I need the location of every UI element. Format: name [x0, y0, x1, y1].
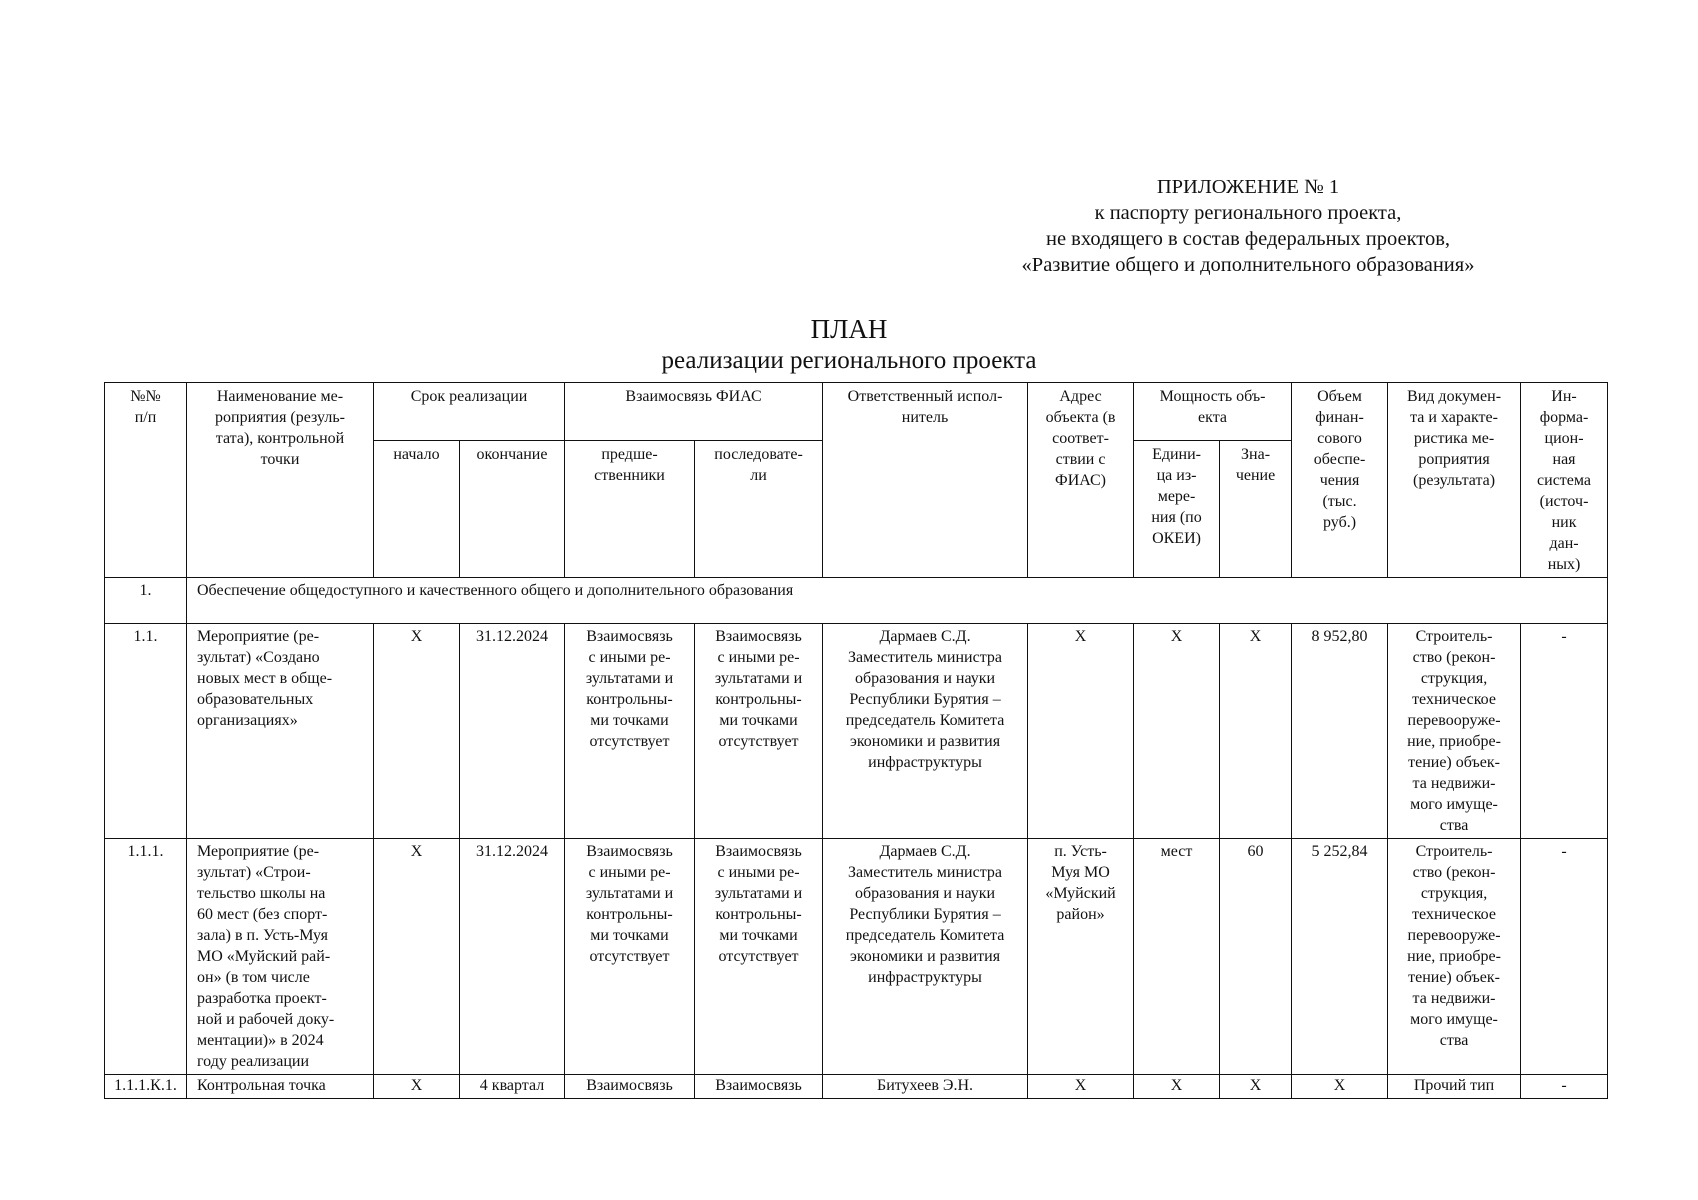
header-line: (источ-: [1539, 493, 1589, 510]
cell-line: ми точками: [719, 712, 798, 729]
header-successors: [695, 440, 823, 577]
header-doc-type: [1388, 383, 1521, 578]
cell-end: 31.12.2024: [460, 839, 565, 1075]
cell-line: Прочий тип: [1413, 1077, 1495, 1094]
cell-line: мест: [1160, 843, 1193, 860]
cell-line: председатель Комитета: [845, 712, 1005, 729]
cell-line: ной и рабочей доку-: [197, 1011, 335, 1028]
cell-line: ментации)» в 2024: [197, 1032, 324, 1049]
header-line: цион-: [1544, 430, 1584, 447]
cell-line: ние, приобре-: [1407, 733, 1501, 750]
cell-line: Мероприятие (ре-: [197, 628, 320, 645]
cell-line: Взаимосвязь: [715, 843, 802, 860]
cell-line: Заместитель министра: [848, 864, 1003, 881]
header-num: [105, 383, 187, 578]
cell-line: ми точками: [590, 712, 669, 729]
header-line: ристика ме-: [1413, 430, 1495, 447]
cell-line: X: [1074, 1077, 1087, 1094]
header-period-start: начало: [374, 440, 460, 577]
cell-line: струкция,: [1420, 885, 1488, 902]
cell-line: ние, приобре-: [1407, 948, 1501, 965]
cell-line: Взаимосвязь: [715, 1077, 802, 1094]
cell-line: 60 мест (без спорт-: [197, 906, 328, 923]
cell-info-system: -: [1521, 624, 1608, 839]
cell-line: с иными ре-: [717, 864, 800, 881]
cell-predecessors: [565, 624, 695, 839]
cell-address: [1028, 624, 1134, 839]
header-line: ствии с: [1055, 451, 1106, 468]
title-sub: реализации регионального проекта: [661, 347, 1037, 374]
cell-line: ми точками: [719, 927, 798, 944]
cell-info-system: -: [1521, 839, 1608, 1075]
header-line: Адрес: [1059, 388, 1102, 405]
header-line: ная: [1552, 451, 1576, 468]
cell-info-system: -: [1521, 1075, 1608, 1099]
cell-line: зультатами и: [585, 670, 674, 687]
cell-start: X: [374, 624, 460, 839]
cell-line: ства: [1439, 1032, 1469, 1049]
cell-value: X: [1220, 1075, 1292, 1099]
cell-line: отсутствует: [718, 948, 799, 965]
header-line: последовате-: [714, 445, 803, 463]
cell-line: контрольны-: [586, 906, 673, 923]
cell-line: с иными ре-: [588, 864, 671, 881]
header-value: [1220, 440, 1292, 577]
cell-line: Взаимосвязь: [715, 628, 802, 645]
header-line: обеспе-: [1313, 451, 1366, 468]
cell-line: он» (в том числе: [197, 969, 310, 986]
cell-responsible: [823, 839, 1028, 1075]
header-line: финан-: [1315, 409, 1364, 426]
cell-line: техническое: [1412, 691, 1496, 708]
cell-line: инфраструктуры: [868, 754, 982, 771]
cell-address: [1028, 839, 1134, 1075]
header-line: объекта (в: [1045, 409, 1116, 426]
header-line: ственники: [594, 466, 665, 484]
cell-line: тельство школы на: [197, 885, 326, 902]
header-address: [1028, 383, 1134, 578]
cell-num: 1.1.: [105, 624, 187, 839]
cell-start: X: [374, 1075, 460, 1099]
appendix-line: «Развитие общего и дополнительного образования»: [1021, 254, 1475, 276]
section-title: Обеспечение общедоступного и качественного общего и дополнительного образования: [187, 578, 1608, 624]
cell-line: струкция,: [1420, 670, 1488, 687]
header-predecessors: [565, 440, 695, 577]
cell-line: зультат) «Создано: [197, 649, 320, 666]
cell-line: организациях»: [197, 712, 298, 729]
header-line: п/п: [134, 409, 157, 426]
cell-line: тение) объек-: [1408, 754, 1500, 771]
document-title: [0, 312, 1698, 376]
cell-line: образования и науки: [854, 670, 996, 687]
cell-num: 1.1.1.К.1.: [105, 1075, 187, 1099]
cell-line: мого имуще-: [1410, 796, 1498, 813]
header-line: та и характе-: [1410, 409, 1498, 426]
cell-line: Мероприятие (ре-: [197, 843, 320, 860]
cell-line: с иными ре-: [588, 649, 671, 666]
header-fias-link: Взаимосвязь ФИАС: [565, 383, 823, 441]
cell-finance: 8 952,80: [1292, 624, 1388, 839]
cell-finance: X: [1292, 1075, 1388, 1099]
cell-line: X: [1074, 628, 1087, 645]
cell-line: ми точками: [590, 927, 669, 944]
cell-line: техническое: [1412, 906, 1496, 923]
header-line: чения: [1319, 472, 1360, 489]
header-line: система: [1537, 472, 1592, 489]
cell-line: X: [1170, 628, 1183, 645]
header-line: (тыс.: [1322, 493, 1357, 510]
header-line: Ответственный испол-: [847, 388, 1003, 405]
cell-line: МО «Муйский рай-: [197, 948, 331, 965]
cell-line: зультат) «Строи-: [197, 864, 311, 881]
header-line: Вид докумен-: [1407, 388, 1502, 405]
cell-line: Муя МО: [1051, 864, 1110, 881]
header-line: Зна-: [1241, 445, 1271, 463]
cell-line: председатель Комитета: [845, 927, 1005, 944]
cell-line: Республики Бурятия –: [849, 691, 1001, 708]
cell-end: 31.12.2024: [460, 624, 565, 839]
cell-line: ства: [1439, 817, 1469, 834]
cell-end: 4 квартал: [460, 1075, 565, 1099]
cell-line: образования и науки: [854, 885, 996, 902]
appendix-line: к паспорту регионального проекта,: [1094, 202, 1402, 224]
header-line: роприятия: [1418, 451, 1490, 468]
header-line: ных): [1547, 556, 1581, 573]
cell-value: 60: [1220, 839, 1292, 1075]
cell-line: ство (рекон-: [1412, 649, 1496, 666]
header-name: [187, 383, 374, 578]
header-line: Ин-: [1551, 388, 1577, 405]
cell-doc-type: [1388, 624, 1521, 839]
cell-doc-type: [1388, 1075, 1521, 1099]
cell-successors: [695, 624, 823, 839]
header-line: ФИАС): [1055, 472, 1106, 489]
cell-line: контрольны-: [715, 691, 802, 708]
header-line: Мощность объ-: [1159, 388, 1266, 405]
cell-finance: 5 252,84: [1292, 839, 1388, 1075]
cell-num: 1.1.1.: [105, 839, 187, 1075]
cell-line: образовательных: [197, 691, 314, 708]
cell-unit: [1134, 624, 1220, 839]
header-line: тата), контрольной: [215, 430, 345, 447]
cell-line: Взаимосвязь: [586, 628, 673, 645]
title-main: ПЛАН: [810, 314, 888, 344]
cell-predecessors: [565, 1075, 695, 1099]
header-capacity: [1134, 383, 1292, 441]
header-line: Наименование ме-: [216, 388, 344, 405]
cell-successors: [695, 839, 823, 1075]
cell-unit: [1134, 1075, 1220, 1099]
cell-line: мого имуще-: [1410, 1011, 1498, 1028]
cell-line: Дармаев С.Д.: [879, 843, 971, 860]
cell-successors: [695, 1075, 823, 1099]
header-finance: [1292, 383, 1388, 578]
cell-line: перевооруже-: [1407, 927, 1501, 944]
header-line: руб.): [1323, 514, 1357, 531]
cell-line: зультатами и: [585, 885, 674, 902]
header-line: ОКЕИ): [1152, 529, 1201, 547]
cell-line: та недвижи-: [1412, 775, 1496, 792]
header-line: (результата): [1412, 472, 1496, 489]
header-info-system: [1521, 383, 1608, 578]
cell-line: отсутствует: [718, 733, 799, 750]
cell-line: контрольны-: [715, 906, 802, 923]
cell-line: та недвижи-: [1412, 990, 1496, 1007]
header-line: Едини-: [1152, 445, 1201, 463]
cell-unit: [1134, 839, 1220, 1075]
table-row: [105, 839, 1608, 1075]
header-line: форма-: [1539, 409, 1589, 426]
plan-table: [104, 382, 1608, 1099]
cell-doc-type: [1388, 839, 1521, 1075]
cell-line: район»: [1056, 906, 1105, 923]
cell-line: X: [1170, 1077, 1183, 1094]
header-line: нитель: [901, 409, 949, 426]
cell-predecessors: [565, 839, 695, 1075]
cell-line: Республики Бурятия –: [849, 906, 1001, 923]
cell-line: контрольны-: [586, 691, 673, 708]
header-line: предше-: [601, 445, 658, 463]
cell-line: Строитель-: [1415, 843, 1493, 860]
cell-line: Взаимосвязь: [586, 843, 673, 860]
table-row: [105, 624, 1608, 839]
header-line: чение: [1235, 466, 1276, 484]
cell-line: зультатами и: [714, 670, 803, 687]
header-line: соответ-: [1052, 430, 1109, 447]
header-line: Объем: [1317, 388, 1362, 405]
cell-line: разработка проект-: [197, 990, 327, 1007]
header-unit: [1134, 440, 1220, 577]
cell-name: [187, 1075, 374, 1099]
header-line: точки: [260, 451, 300, 468]
cell-line: экономики и развития: [849, 948, 1001, 965]
header-line: ца из-: [1156, 466, 1197, 484]
header-line: мере-: [1157, 487, 1196, 505]
cell-name: [187, 839, 374, 1075]
appendix-line: ПРИЛОЖЕНИЕ № 1: [1156, 176, 1340, 198]
cell-line: новых мест в обще-: [197, 670, 333, 687]
appendix-header: [948, 174, 1548, 278]
cell-line: Заместитель министра: [848, 649, 1003, 666]
cell-line: ство (рекон-: [1412, 864, 1496, 881]
cell-line: «Муйский: [1045, 885, 1116, 902]
header-responsible: [823, 383, 1028, 578]
cell-line: Контрольная точка: [197, 1077, 326, 1094]
header-line: ли: [750, 466, 767, 484]
cell-responsible: [823, 624, 1028, 839]
section-row: [105, 578, 1608, 624]
cell-line: Взаимосвязь: [586, 1077, 673, 1094]
cell-line: инфраструктуры: [868, 969, 982, 986]
cell-start: X: [374, 839, 460, 1075]
cell-line: году реализации: [197, 1053, 310, 1070]
header-line: ния (по: [1151, 508, 1202, 526]
header-line: дан-: [1549, 535, 1579, 552]
section-num: 1.: [105, 578, 187, 624]
header-line: екта: [1198, 409, 1227, 426]
cell-line: тение) объек-: [1408, 969, 1500, 986]
cell-line: п. Усть-: [1054, 843, 1107, 860]
header-row: [105, 383, 1608, 441]
cell-responsible: [823, 1075, 1028, 1099]
header-line: роприятия (резуль-: [215, 409, 345, 426]
header-line: сового: [1317, 430, 1362, 447]
cell-name: [187, 624, 374, 839]
cell-line: перевооруже-: [1407, 712, 1501, 729]
cell-line: Строитель-: [1415, 628, 1493, 645]
cell-line: Дармаев С.Д.: [879, 628, 971, 645]
cell-line: с иными ре-: [717, 649, 800, 666]
cell-line: Битухеев Э.Н.: [877, 1077, 974, 1094]
cell-line: отсутствует: [589, 948, 670, 965]
appendix-line: не входящего в состав федеральных проектов,: [1045, 228, 1450, 250]
cell-address: [1028, 1075, 1134, 1099]
header-period-end: окончание: [460, 440, 565, 577]
table-row: [105, 1075, 1608, 1099]
cell-line: экономики и развития: [849, 733, 1001, 750]
header-period: Срок реализации: [374, 383, 565, 441]
header-line: №№: [130, 388, 161, 405]
cell-line: отсутствует: [589, 733, 670, 750]
cell-line: зультатами и: [714, 885, 803, 902]
header-line: ник: [1551, 514, 1577, 531]
cell-value: X: [1220, 624, 1292, 839]
cell-line: зала) в п. Усть-Муя: [197, 927, 329, 944]
